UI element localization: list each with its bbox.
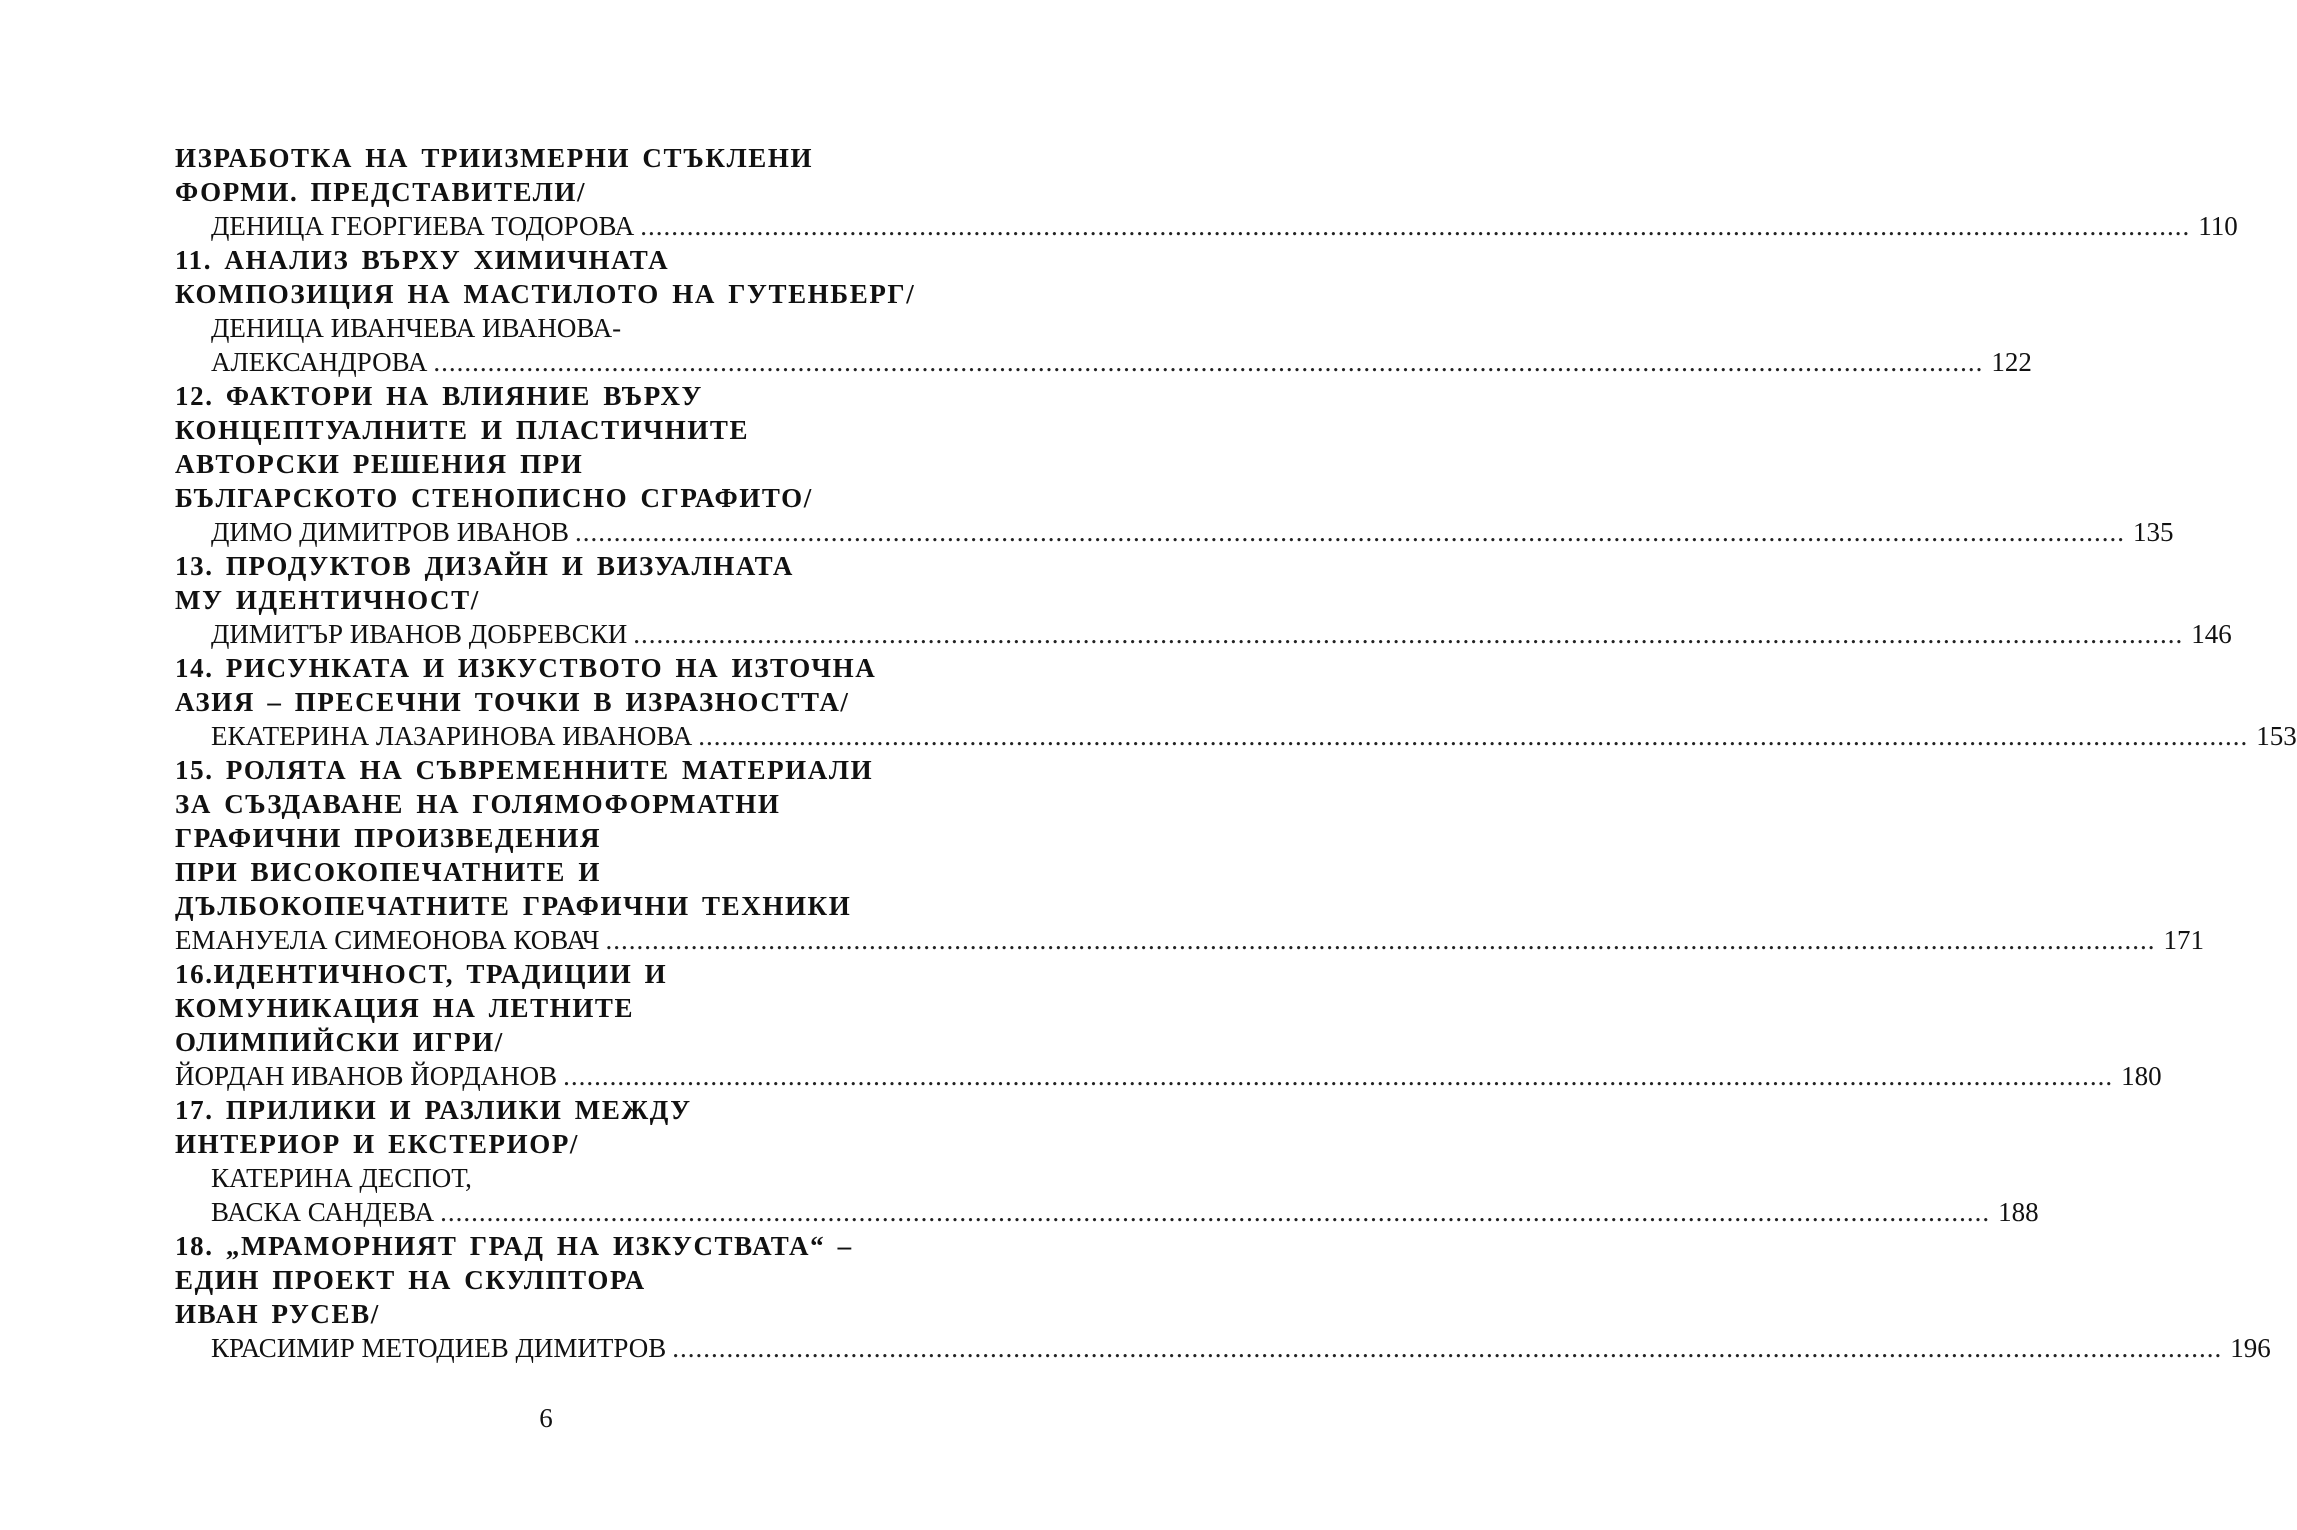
toc-entry-author: КАТЕРИНА ДЕСПОТ, <box>211 1163 472 1193</box>
toc-entry-page-number: 122 <box>1991 347 2032 377</box>
toc-entry-author: КРАСИМИР МЕТОДИЕВ ДИМИТРОВ <box>211 1333 667 1363</box>
toc-entry-title-line: 11. АНАЛИЗ ВЪРХУ ХИМИЧНАТА <box>175 245 670 275</box>
dot-leader: ........................................................................................................................................................................................................ <box>633 619 2184 649</box>
toc-entry-author-row <box>175 345 2032 379</box>
toc-entry-title-line: 13. ПРОДУКТОВ ДИЗАЙН И ВИЗУАЛНАТА <box>175 551 794 581</box>
toc-entry-title-line: 16.ИДЕНТИЧНОСТ, ТРАДИЦИИ И <box>175 959 668 989</box>
toc-entry-title-line: ФОРМИ. ПРЕДСТАВИТЕЛИ/ <box>175 177 587 207</box>
toc-entry-author: ДИМО ДИМИТРОВ ИВАНОВ <box>211 517 570 547</box>
toc-entry-title-line: МУ ИДЕНТИЧНОСТ/ <box>175 585 480 615</box>
toc-entry-title-line: КОМПОЗИЦИЯ НА МАСТИЛОТО НА ГУТЕНБЕРГ/ <box>175 279 916 309</box>
dot-leader: ........................................................................................................................................................................................................ <box>640 211 2191 241</box>
toc-entry-title-line: 14. РИСУНКАТА И ИЗКУСТВОТО НА ИЗТОЧНА <box>175 653 877 683</box>
toc-entry <box>175 753 2204 957</box>
toc-entry-title-line: 15. РОЛЯТА НА СЪВРЕМЕННИТЕ МАТЕРИАЛИ <box>175 755 874 785</box>
toc-entry-title-line: ГРАФИЧНИ ПРОИЗВЕДЕНИЯ <box>175 823 602 853</box>
page-number: 6 <box>539 1403 553 1433</box>
toc-entry <box>175 1093 2039 1229</box>
toc-entry-title-line: 17. ПРИЛИКИ И РАЗЛИКИ МЕЖДУ <box>175 1095 692 1125</box>
table-of-contents <box>175 141 2297 1365</box>
toc-entry-title-line: КОМУНИКАЦИЯ НА ЛЕТНИТЕ <box>175 993 635 1023</box>
toc-entry-page-number: 180 <box>2121 1061 2162 1091</box>
toc-entry-title-line: ЗА СЪЗДАВАНЕ НА ГОЛЯМОФОРМАТНИ <box>175 789 781 819</box>
toc-entry-title-line: ОЛИМПИЙСКИ ИГРИ/ <box>175 1027 504 1057</box>
toc-entry-author: ВАСКА САНДЕВА <box>211 1197 435 1227</box>
toc-entry-author-row <box>175 923 2204 957</box>
toc-entry-page-number: 153 <box>2256 721 2297 751</box>
toc-entry-page-number: 196 <box>2230 1333 2271 1363</box>
toc-entry-title-line: 12. ФАКТОРИ НА ВЛИЯНИЕ ВЪРХУ <box>175 381 703 411</box>
dot-leader: ........................................................................................................................................................................................................ <box>563 1061 2114 1091</box>
toc-entry-author-row <box>175 1059 2162 1093</box>
toc-entry-author-row <box>175 1331 2271 1365</box>
toc-entry-page-number: 110 <box>2198 211 2238 241</box>
toc-entry-author: ЙОРДАН ИВАНОВ ЙОРДАНОВ <box>175 1061 558 1091</box>
toc-entry-title-line: АЗИЯ – ПРЕСЕЧНИ ТОЧКИ В ИЗРАЗНОСТТА/ <box>175 687 850 717</box>
toc-entry <box>175 549 2232 651</box>
toc-entry-title-line: АВТОРСКИ РЕШЕНИЯ ПРИ <box>175 449 584 479</box>
toc-entry-author: ДИМИТЪР ИВАНОВ ДОБРЕВСКИ <box>211 619 628 649</box>
toc-entry-author: ЕМАНУЕЛА СИМЕОНОВА КОВАЧ <box>175 925 600 955</box>
toc-entry <box>175 243 2032 379</box>
toc-entry-title-line: ИНТЕРИОР И ЕКСТЕРИОР/ <box>175 1129 580 1159</box>
toc-entry-title-line: ИВАН РУСЕВ/ <box>175 1299 380 1329</box>
dot-leader: ........................................................................................................................................................................................................ <box>698 721 2249 751</box>
toc-entry <box>175 141 2238 243</box>
toc-entry-title-line: ЕДИН ПРОЕКТ НА СКУЛПТОРА <box>175 1265 646 1295</box>
toc-entry-author-row <box>175 1195 2039 1229</box>
toc-entry-author-row <box>175 719 2297 753</box>
toc-entry <box>175 1229 2271 1365</box>
dot-leader: ........................................................................................................................................................................................................ <box>575 517 2126 547</box>
toc-entry <box>175 379 2174 549</box>
toc-entry-author: АЛЕКСАНДРОВА <box>211 347 428 377</box>
toc-entry-page-number: 171 <box>2163 925 2204 955</box>
toc-entry-title-line: БЪЛГАРСКОТО СТЕНОПИСНО СГРАФИТО/ <box>175 483 813 513</box>
toc-entry-title-line: ДЪЛБОКОПЕЧАТНИТЕ ГРАФИЧНИ ТЕХНИКИ <box>175 891 852 921</box>
toc-entry-author-row <box>175 515 2174 549</box>
dot-leader: ........................................................................................................................................................................................................ <box>440 1197 1991 1227</box>
toc-entry-page-number: 135 <box>2133 517 2174 547</box>
toc-entry-author: ЕКАТЕРИНА ЛАЗАРИНОВА ИВАНОВА <box>211 721 693 751</box>
toc-entry-page-number: 188 <box>1998 1197 2039 1227</box>
dot-leader: ........................................................................................................................................................................................................ <box>672 1333 2223 1363</box>
toc-entry <box>175 957 2162 1093</box>
toc-entry-title-line: КОНЦЕПТУАЛНИТЕ И ПЛАСТИЧНИТЕ <box>175 415 750 445</box>
toc-entry-title-line: ИЗРАБОТКА НА ТРИИЗМЕРНИ СТЪКЛЕНИ <box>175 143 814 173</box>
toc-entry-title-line: ПРИ ВИСОКОПЕЧАТНИТЕ И <box>175 857 601 887</box>
toc-entry-author-row <box>175 209 2238 243</box>
toc-entry-page-number: 146 <box>2191 619 2232 649</box>
toc-entry-author-row <box>175 617 2232 651</box>
toc-entry-title-line: 18. „МРАМОРНИЯТ ГРАД НА ИЗКУСТВАТА“ – <box>175 1231 853 1261</box>
dot-leader: ........................................................................................................................................................................................................ <box>433 347 1984 377</box>
toc-entry-author: ДЕНИЦА ИВАНЧЕВА ИВАНОВА- <box>211 313 622 343</box>
toc-entry-author: ДЕНИЦА ГЕОРГИЕВА ТОДОРОВА <box>211 211 635 241</box>
toc-entry <box>175 651 2297 753</box>
dot-leader: ........................................................................................................................................................................................................ <box>605 925 2156 955</box>
